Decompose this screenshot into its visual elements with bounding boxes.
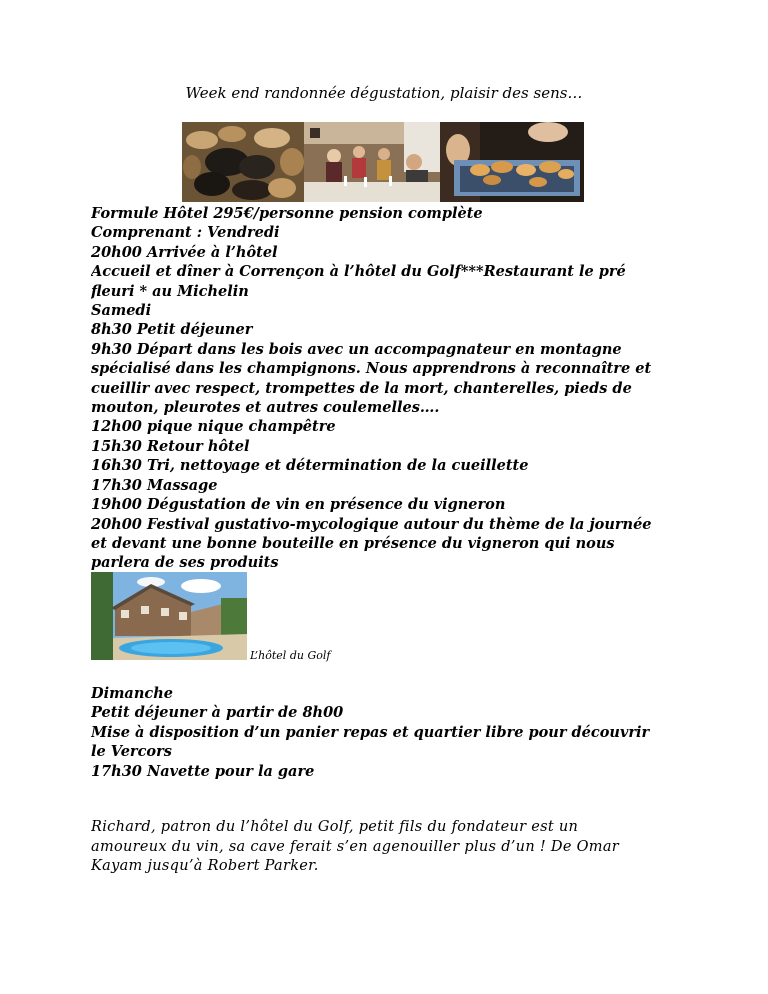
schedule-line: Dimanche [91, 685, 173, 702]
schedule-line: 9h30 Départ dans les bois avec un accompagnateur en montagne [91, 340, 622, 358]
note-line: Kayam jusqu’à Robert Parker. [91, 858, 319, 875]
schedule-line: parlera de ses produits [91, 554, 279, 572]
page-title: Week end randonnée dégustation, plaisir des sens… [185, 84, 583, 102]
hotel-photo [91, 572, 247, 660]
schedule-line: spécialisé dans les champignons. Nous apprendrons à reconnaître et [91, 360, 652, 378]
dining-photo [304, 122, 440, 202]
schedule-line: cueillir avec respect, trompettes de la mort, chanterelles, pieds de [91, 379, 632, 397]
schedule-line: 19h00 Dégustation de vin en présence du vigneron [91, 496, 506, 514]
mushrooms-photo [182, 122, 304, 202]
schedule-line: Comprenant : Vendredi [91, 224, 280, 242]
photo-strip [182, 122, 584, 202]
schedule-line: Mise à disposition d’un panier repas et quartier libre pour découvrir [91, 723, 650, 741]
schedule-line: Accueil et dîner à Corrençon à l’hôtel du Golf***Restaurant le pré [91, 263, 626, 281]
schedule-line: 16h30 Tri, nettoyage et détermination de la cueillette [91, 457, 529, 475]
schedule-line: 17h30 Navette pour la gare [91, 762, 315, 780]
schedule-line: et devant une bonne bouteille en présence du vigneron qui nous [91, 534, 615, 552]
schedule-line: 20h00 Arrivée à l’hôtel [91, 243, 278, 261]
schedule-line: 20h00 Festival gustativo-mycologique autour du thème de la journée [91, 515, 652, 533]
schedule-line: 17h30 Massage [91, 476, 218, 494]
schedule-line: le Vercors [91, 743, 172, 761]
schedule-line: Samedi [91, 302, 152, 320]
closing-note [91, 818, 681, 877]
mushroom-crate-photo [440, 122, 584, 202]
schedule-line: mouton, pleurotes et autres coulemelles…. [91, 399, 440, 417]
hotel-caption: L’hôtel du Golf [250, 649, 331, 662]
note-line: Richard, patron du l’hôtel du Golf, petit fils du fondateur est un [91, 819, 579, 835]
schedule-line: Petit déjeuner à partir de 8h00 [91, 704, 344, 722]
schedule-line: 12h00 pique nique champêtre [91, 418, 336, 436]
schedule-line: Formule Hôtel 295€/personne pension complète [91, 205, 483, 222]
sunday-schedule [91, 684, 681, 781]
schedule [91, 204, 681, 573]
schedule-line: 15h30 Retour hôtel [91, 437, 250, 455]
schedule-line: fleuri * au Michelin [91, 282, 249, 300]
note-line: amoureux du vin, sa cave ferait s’en agenouiller plus d’un ! De Omar [91, 838, 620, 855]
schedule-line: 8h30 Petit déjeuner [91, 321, 253, 339]
